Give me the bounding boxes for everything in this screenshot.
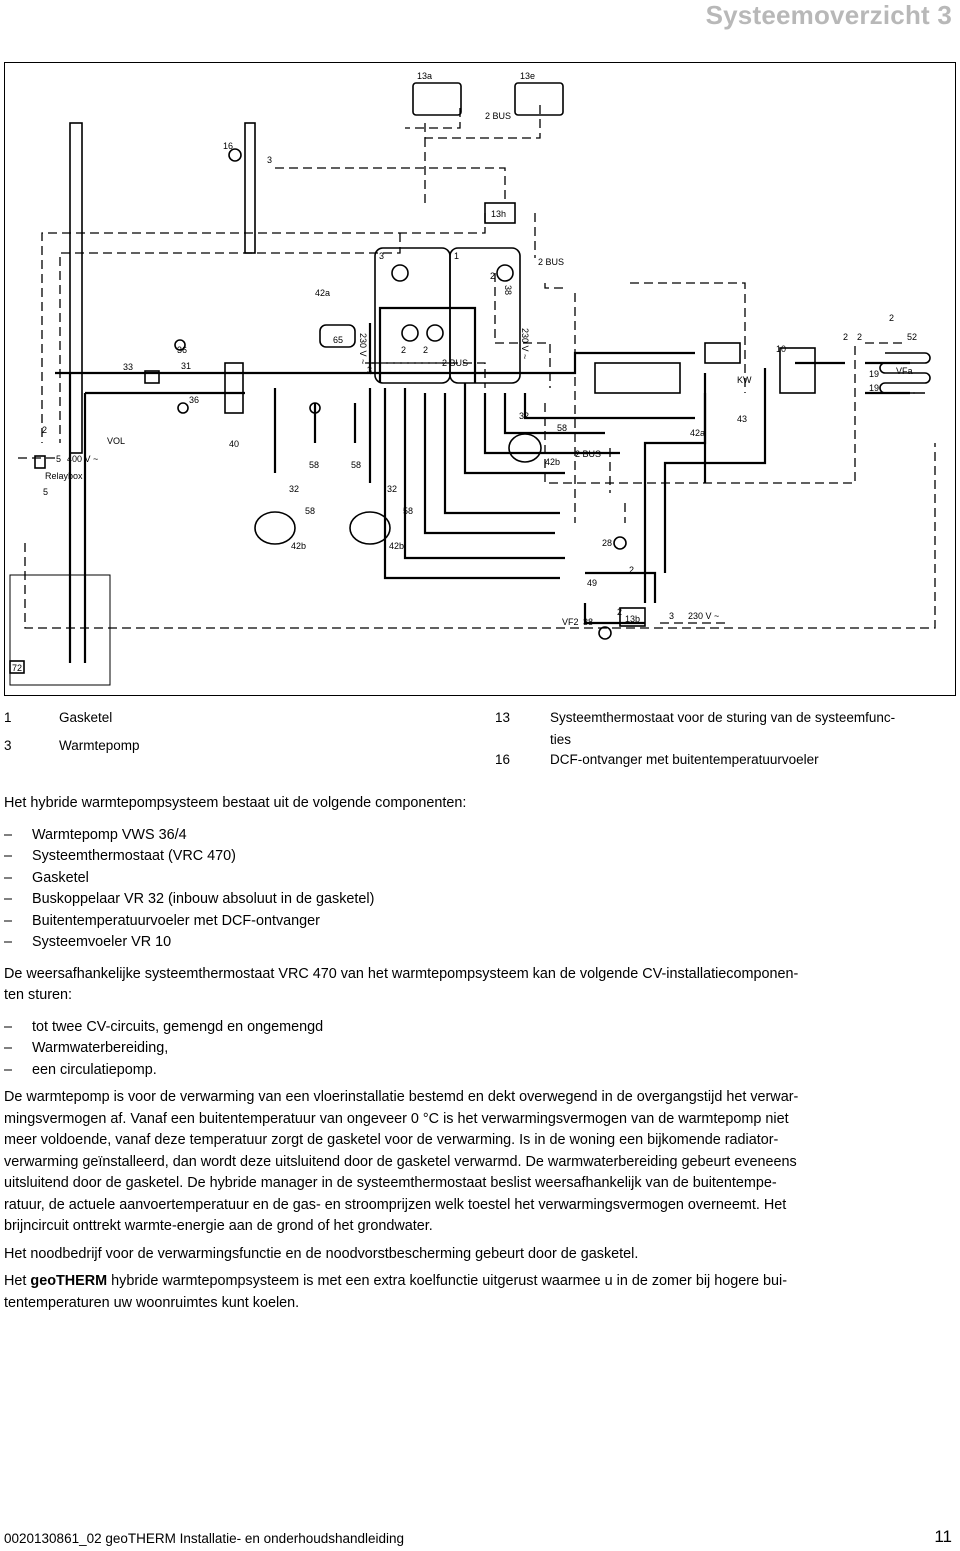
diagram-label: 32 <box>289 484 300 494</box>
paragraph-line: mingsvermogen af. Vanaf een buitentemperatuur van ongeveer 0 °C is het verwarmingsvermogen van de warmtepomp niet <box>4 1110 789 1127</box>
diagram-label: 13b <box>625 614 641 624</box>
list-item: – Systeemvoeler VR 10 <box>4 932 954 954</box>
legend-text: DCF-ontvanger met buitentemperatuurvoeler <box>550 752 819 767</box>
diagram-label: 43 <box>737 414 748 424</box>
diagram-label: 1 <box>454 251 460 261</box>
diagram-label: 2 <box>423 345 429 355</box>
diagram-label: 38 <box>583 617 594 627</box>
diagram-label: 10 <box>776 344 787 354</box>
body-text <box>4 793 954 1314</box>
diagram-label: 42a <box>690 428 706 438</box>
diagram-label: 31 <box>181 361 192 371</box>
diagram-label: 2 <box>843 332 849 342</box>
diagram-label: 42b <box>291 541 307 551</box>
list-item: – Gasketel <box>4 868 954 890</box>
paragraph-line: brijncircuit onttrekt warmte-energie aan de grond of het grondwater. <box>4 1218 433 1234</box>
diagram-label: 36 <box>189 395 200 405</box>
diagram-label: 38 <box>503 285 513 296</box>
diagram-label: 3 <box>267 155 273 165</box>
diagram-label: VF2 <box>562 617 579 627</box>
page-title: Systeemoverzicht 3 <box>705 0 952 30</box>
diagram-label: 3 <box>379 251 385 261</box>
list-item: – tot twee CV-circuits, gemengd en ongemengd <box>4 1017 954 1039</box>
diagram-label: 58 <box>557 423 568 433</box>
controls-paragraph-line-2: ten sturen: <box>4 987 72 1003</box>
hydraulic-schematic <box>5 63 955 695</box>
diagram-label: 230 V ~ <box>688 611 720 621</box>
diagram-label: 2 <box>889 313 895 323</box>
diagram-label: 13h <box>491 209 507 219</box>
list-item: – Warmwaterbereiding, <box>4 1038 954 1060</box>
page-number: 11 <box>934 1527 952 1546</box>
cooling-text-post: hybride warmtepompsysteem is met een extra koelfunctie uitgerust waarmee u in de zomer bij hogere bui- <box>107 1273 788 1289</box>
diagram-label: 58 <box>351 460 362 470</box>
diagram-label: 2 <box>629 565 635 575</box>
controls-paragraph-line-1: De weersafhankelijke systeemthermostaat VRC 470 van het warmtepompsysteem kan de volgende CV-installatiecomponen- <box>4 965 799 982</box>
diagram-label: 2 BUS <box>442 358 469 368</box>
diagram-label: 58 <box>305 506 316 516</box>
list-item: – Buskoppelaar VR 32 (inbouw absoluut in de gasketel) <box>4 889 954 911</box>
diagram-label: 32 <box>519 411 530 421</box>
legend-right <box>495 708 955 778</box>
diagram-label: VFa <box>896 366 913 376</box>
diagram-label: 3 <box>669 611 675 621</box>
diagram-label: 40 <box>229 439 240 449</box>
diagram-label: 230 V ~ <box>358 333 368 365</box>
list-item: – een circulatiepomp. <box>4 1060 954 1082</box>
diagram-label: 58 <box>309 460 320 470</box>
diagram-label: 19 <box>869 369 880 379</box>
legend-number: 1 <box>4 710 12 725</box>
diagram-label: 2 BUS <box>538 257 565 267</box>
diagram-label: 16 <box>223 141 234 151</box>
controls-list <box>4 1017 954 1082</box>
cooling-paragraph-line-2: tentemperaturen uw woonruimtes kunt koelen. <box>4 1294 300 1311</box>
emergency-paragraph: Het noodbedrijf voor de verwarmingsfunctie en de noodvorstbescherming gebeurt door de gasketel. <box>4 1245 639 1262</box>
diagram-label: 13a <box>417 71 433 81</box>
diagram-label: 32 <box>387 484 398 494</box>
legend-text: Warmtepomp <box>59 738 140 753</box>
legend-number: 3 <box>4 738 12 753</box>
description-paragraph <box>4 1087 954 1238</box>
diagram-label: 2 <box>401 345 407 355</box>
diagram-label: 33 <box>123 362 134 372</box>
diagram-label: 2 <box>42 425 48 435</box>
diagram-label: 2 <box>617 607 623 617</box>
paragraph-line: ratuur, de actuele aanvoertemperatuur en de gas- en stroomprijzen welk toestel het verwarmingsvermogen overneemt. Het <box>4 1196 787 1213</box>
legend-number: 16 <box>495 752 511 767</box>
diagram-label: 49 <box>587 578 598 588</box>
diagram-label: 5 <box>56 454 62 464</box>
legend-left <box>4 708 404 758</box>
diagram-label: 58 <box>403 506 414 516</box>
paragraph-line: meer voldoende, vanaf deze temperatuur zorgt de gasketel voor de verwarming. Is in de woning een bijkomende radiator- <box>4 1132 779 1148</box>
diagram-label: 42a <box>315 288 331 298</box>
diagram-label: 36 <box>177 345 188 355</box>
diagram-label: 230 V ~ <box>520 328 530 360</box>
diagram-label: 2 <box>490 271 496 281</box>
system-diagram <box>4 62 956 696</box>
intro-paragraph: Het hybride warmtepompsysteem bestaat uit de volgende componenten: <box>4 795 467 811</box>
diagram-label: Relaybox <box>45 471 83 481</box>
diagram-label: 3 <box>367 365 373 375</box>
diagram-label: 28 <box>602 538 613 548</box>
diagram-label: 42b <box>545 457 561 467</box>
diagram-label: 72 <box>12 663 23 673</box>
list-item: – Buitentemperatuurvoeler met DCF-ontvanger <box>4 911 954 933</box>
list-item: – Systeemthermostaat (VRC 470) <box>4 846 954 868</box>
footer-document-id: 0020130861_02 geoTHERM Installatie- en onderhoudshandleiding <box>4 1531 405 1546</box>
diagram-label: 42b <box>389 541 405 551</box>
components-list <box>4 825 954 954</box>
diagram-label: 13e <box>520 71 536 81</box>
list-item: – Warmtepomp VWS 36/4 <box>4 825 954 847</box>
diagram-label: KW <box>737 375 752 385</box>
legend-text: ties <box>550 732 572 747</box>
diagram-label: 65 <box>333 335 344 345</box>
diagram-label: 19 <box>869 383 880 393</box>
diagram-label: 52 <box>907 332 918 342</box>
legend-text: Systeemthermostaat voor de sturing van de systeemfunc- <box>550 710 896 725</box>
diagram-label: 5 <box>43 487 49 497</box>
paragraph-line: verwarming geïnstalleerd, dan wordt deze uitsluitend door de gasketel verwarmd. De warmwaterbereiding gebeurt eveneens <box>4 1153 797 1170</box>
legend-number: 13 <box>495 710 511 725</box>
diagram-label: VOL <box>107 436 126 446</box>
legend-text: Gasketel <box>59 710 113 725</box>
diagram-label: 2 BUS <box>485 111 512 121</box>
brand-name: geoTHERM <box>30 1273 108 1289</box>
paragraph-line: uitsluitend door de gasketel. De hybride manager in de systeemthermostaat beslist weersafhankelijk van de buitentempe- <box>4 1175 777 1191</box>
diagram-label: 2 BUS <box>575 449 602 459</box>
cooling-paragraph <box>4 1271 954 1293</box>
cooling-text-pre: Het <box>4 1273 31 1289</box>
diagram-label: 2 <box>857 332 863 342</box>
paragraph-line: De warmtepomp is voor de verwarming van een vloerinstallatie bestemd en dekt overwegend in de overgangstijd het verwar- <box>4 1089 799 1105</box>
diagram-label: 400 V ~ <box>67 454 99 464</box>
